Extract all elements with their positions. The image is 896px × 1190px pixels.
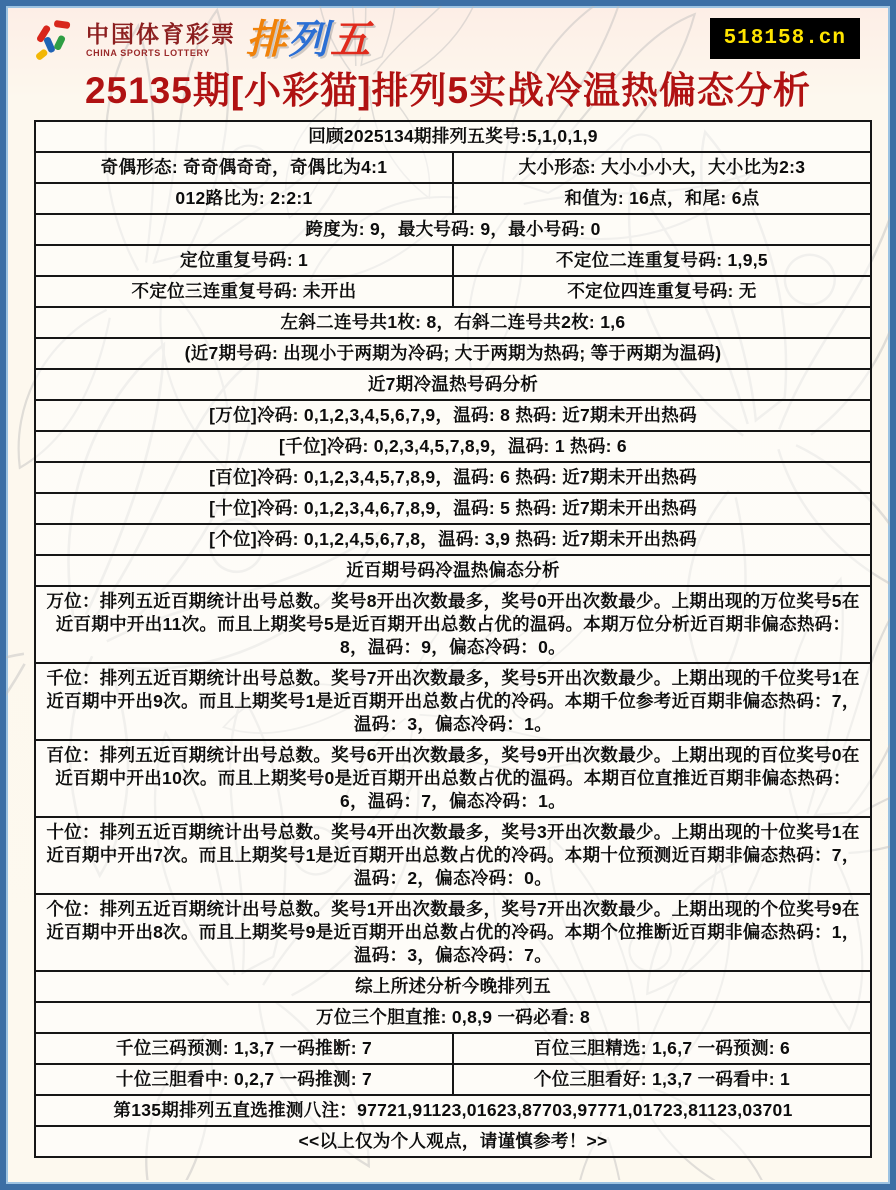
eight-bets-cell: 第135期排列五直选推测八注：97721,91123,01623,87703,97771,01723,81123,03701 [35,1095,871,1126]
bai100-cell: 百位：排列五近百期统计出号总数。奖号6开出次数最多，奖号9开出次数最少。上期出现的百位奖号0在近百期中开出10次。而且上期奖号0是近百期开出总数占优的温码。本期百位直推近百期非偏态热码：6，温码：7，偏态冷码：1。 [35,740,871,817]
odd-even-cell: 奇偶形态: 奇奇偶奇奇，奇偶比为4:1 [35,152,453,183]
table-row-repeat-1-2 [35,245,871,276]
header7-cell: 近7期冷温热号码分析 [35,369,871,400]
analysis-table [34,120,872,1158]
disclaimer-cell: <<以上仅为个人观点，请谨慎参考！>> [35,1126,871,1157]
shi-pick-cell: 十位三胆看中: 0,2,7 一码推测: 7 [35,1064,453,1095]
china-sports-lottery-logo-icon [34,17,80,63]
header100-cell: 近百期号码冷温热偏态分析 [35,555,871,586]
shi7-cell: [十位]冷码: 0,1,2,3,4,6,7,8,9，温码: 5 热码: 近7期未开出热码 [35,493,871,524]
header [34,10,862,66]
qian-pick-cell: 千位三码预测: 1,3,7 一码推断: 7 [35,1033,453,1064]
review-cell: 回顾2025134期排列五奖号:5,1,0,1,9 [35,121,871,152]
ge7-cell: [个位]冷码: 0,1,2,4,5,6,7,8，温码: 3,9 热码: 近7期未开出热码 [35,524,871,555]
span-cell: 跨度为: 9，最大号码: 9，最小号码: 0 [35,214,871,245]
table-row-ge100 [35,894,871,971]
table-row-span [35,214,871,245]
brand-name-cn: 中国体育彩票 [86,20,236,47]
table-row-route-sum [35,183,871,214]
summary-header-cell: 综上所述分析今晚排列五 [35,971,871,1002]
qian100-cell: 千位：排列五近百期统计出号总数。奖号7开出次数最多，奖号5开出次数最少。上期出现的千位奖号1在近百期中开出9次。而且上期奖号1是近百期开出总数占优的冷码。本期千位参考近百期非偏态热码：7，温码：3，偏态冷码：1。 [35,663,871,740]
qian7-cell: [千位]冷码: 0,2,3,4,5,7,8,9，温码: 1 热码: 6 [35,431,871,462]
table-row-shi7 [35,493,871,524]
table-row-bai7 [35,462,871,493]
brand-name-en: CHINA SPORTS LOTTERY [86,47,210,58]
table-row-oddeven-bigsmall [35,152,871,183]
big-small-cell: 大小形态: 大小小小大，大小比为2:3 [453,152,871,183]
table-row-header7 [35,369,871,400]
bai7-cell: [百位]冷码: 0,1,2,3,4,5,7,8,9，温码: 6 热码: 近7期未开出热码 [35,462,871,493]
bai-pick-cell: 百位三胆精选: 1,6,7 一码预测: 6 [453,1033,871,1064]
wan-pick-cell: 万位三个胆直推: 0,8,9 一码必看: 8 [35,1002,871,1033]
table-row-eight-bets [35,1095,871,1126]
repeat4-cell: 不定位四连重复号码: 无 [453,276,871,307]
table-row-header100 [35,555,871,586]
brand-text [86,20,236,58]
shi100-cell: 十位：排列五近百期统计出号总数。奖号4开出次数最多，奖号3开出次数最少。上期出现的十位奖号1在近百期中开出7次。而且上期奖号1是近百期开出总数占优的冷码。本期十位预测近百期非偏态热码：7，温码：2，偏态冷码：0。 [35,817,871,894]
table-row-qian7 [35,431,871,462]
wan7-cell: [万位]冷码: 0,1,2,3,4,5,6,7,9，温码: 8 热码: 近7期未开出热码 [35,400,871,431]
table-row-wan7 [35,400,871,431]
table-row-summary-header [35,971,871,1002]
table-row-bai100 [35,740,871,817]
table-row-note7 [35,338,871,369]
table-row-qian100 [35,663,871,740]
table-row-shi100 [35,817,871,894]
table-row-shi-ge-pick [35,1064,871,1095]
ge-pick-cell: 个位三胆看好: 1,3,7 一码看中: 1 [453,1064,871,1095]
table-row-wan-pick [35,1002,871,1033]
product-logo-pailiewu: 排列五 [246,18,372,62]
table-row-ge7 [35,524,871,555]
note7-cell: (近7期号码: 出现小于两期为冷码; 大于两期为热码; 等于两期为温码) [35,338,871,369]
wan100-cell: 万位：排列五近百期统计出号总数。奖号8开出次数最多，奖号0开出次数最少。上期出现的万位奖号5在近百期中开出11次。而且上期奖号5是近百期开出总数占优的温码。本期万位分析近百期非偏态热码：8，温码：9，偏态冷码：0。 [35,586,871,663]
diagonal-cell: 左斜二连号共1枚: 8，右斜二连号共2枚: 1,6 [35,307,871,338]
repeat2-cell: 不定位二连重复号码: 1,9,5 [453,245,871,276]
table-row-qian-bai-pick [35,1033,871,1064]
sum-value-cell: 和值为: 16点，和尾: 6点 [453,183,871,214]
page-title: 25135期[小彩猫]排列5实战冷温热偏态分析 [84,70,812,111]
table-row-repeat-3-4 [35,276,871,307]
table-row-wan100 [35,586,871,663]
route012-cell: 012路比为: 2:2:1 [35,183,453,214]
repeat3-cell: 不定位三连重复号码: 未开出 [35,276,453,307]
table-row-disclaimer [35,1126,871,1157]
table-row-diagonal [35,307,871,338]
ge100-cell: 个位：排列五近百期统计出号总数。奖号1开出次数最多，奖号7开出次数最少。上期出现的个位奖号9在近百期中开出8次。而且上期奖号9是近百期开出总数占优的冷码。本期个位推断近百期非偏态热码：1，温码：3，偏态冷码：7。 [35,894,871,971]
table-row-review [35,121,871,152]
pos-repeat-cell: 定位重复号码: 1 [35,245,453,276]
site-url-badge: 518158.cn [710,18,860,59]
